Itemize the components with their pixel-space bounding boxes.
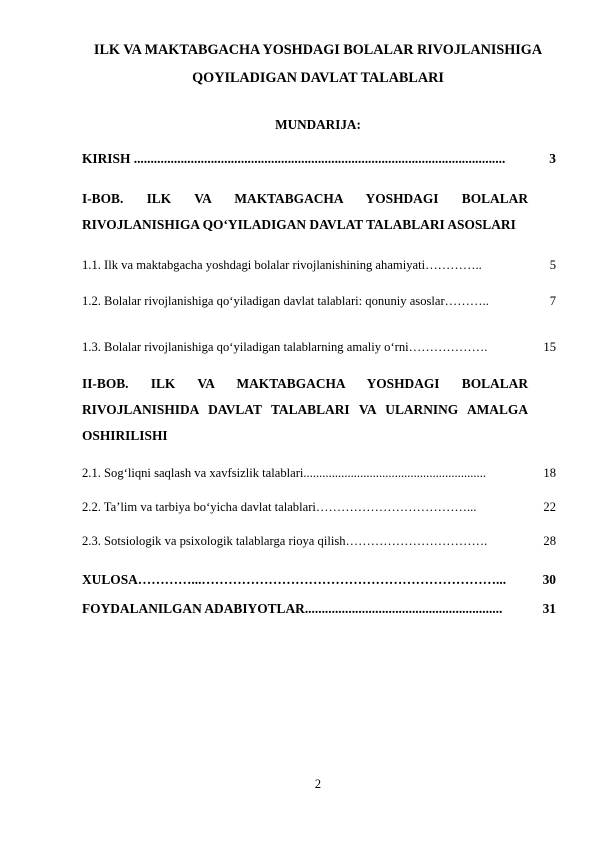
page-number: 2 xyxy=(314,777,322,791)
toc-entry-2-3[interactable] xyxy=(82,518,556,564)
title-line-2: QOYILADIGAN DAVLAT TALABLARI xyxy=(192,70,444,86)
title-line-1: ILK VA MAKTABGACHA YOSHDAGI BOLALAR RIVOJLANISHIGA xyxy=(93,42,543,58)
toc-entry-kirish[interactable] xyxy=(82,146,556,172)
toc-page-number: 7 xyxy=(549,293,556,308)
toc-entry-2-2[interactable] xyxy=(82,496,556,518)
toc-heading: MUNDARIJA: xyxy=(275,117,361,132)
toc-entry-chapter-1[interactable] xyxy=(82,172,556,252)
toc-entry-foydalanilgan-adabiyotlar[interactable] xyxy=(82,596,556,622)
toc-entry-text: XULOSA…………...…………………………………………………………... xyxy=(82,572,507,587)
table-of-contents xyxy=(82,146,556,622)
toc-page-number: 18 xyxy=(543,465,556,480)
toc-page-number: 30 xyxy=(542,572,556,587)
toc-entry-text: 2.1. Sog‘liqni saqlash va xavfsizlik talablari.......................................................... xyxy=(82,466,487,480)
toc-entry-text: 1.3. Bolalar rivojlanishiga qo‘yiladigan talablarning amaliy o‘rni………………. xyxy=(82,340,488,354)
toc-page-number: 5 xyxy=(549,257,556,272)
toc-entry-chapter-2[interactable] xyxy=(82,370,556,450)
document-title xyxy=(40,36,596,92)
toc-page-number: 22 xyxy=(543,499,556,514)
toc-entry-text: II-BOB. ILK VA MAKTABGACHA YOSHDAGI BOLALAR RIVOJLANISHIDA DAVLAT TALABLARI VA ULARNING AMALGA OSHIRILISHI xyxy=(82,376,528,443)
toc-entry-text: 2.3. Sotsiologik va psixologik talablarga rioya qilish……………………………. xyxy=(82,534,488,548)
toc-entry-text: I-BOB. ILK VA MAKTABGACHA YOSHDAGI BOLALAR RIVOJLANISHIGA QO‘YILADIGAN DAVLAT TALABLARI ASOSLARI xyxy=(82,191,528,232)
toc-page-number: 28 xyxy=(543,533,556,548)
toc-page-number: 3 xyxy=(549,151,556,166)
toc-entry-text: FOYDALANILGAN ADABIYOTLAR........................................................... xyxy=(82,601,503,616)
toc-entry-text: 1.1. Ilk va maktabgacha yoshdagi bolalar rivojlanishining ahamiyati………….. xyxy=(82,258,482,272)
toc-page-number: 15 xyxy=(543,339,556,354)
toc-entry-1-3[interactable] xyxy=(82,324,556,370)
toc-page-number: 31 xyxy=(542,601,556,616)
toc-entry-text: KIRISH ............................................................................................................... xyxy=(82,151,506,166)
toc-entry-text: 2.2. Ta’lim va tarbiya bo‘yicha davlat talablari………………………………... xyxy=(82,500,477,514)
toc-entry-2-1[interactable] xyxy=(82,450,556,496)
toc-entry-1-2[interactable] xyxy=(82,278,556,324)
toc-entry-text: 1.2. Bolalar rivojlanishiga qo‘yiladigan davlat talablari: qonuniy asoslar……….. xyxy=(82,294,489,308)
toc-entry-1-1[interactable] xyxy=(82,252,556,278)
toc-entry-xulosa[interactable] xyxy=(82,564,556,596)
